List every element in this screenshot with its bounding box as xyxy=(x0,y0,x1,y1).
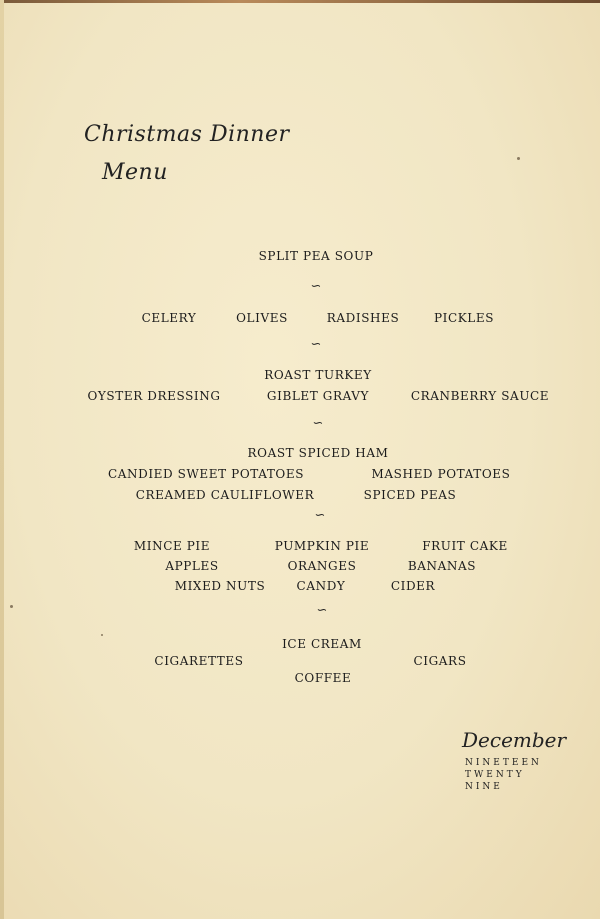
divider-ornament-icon: ∽ xyxy=(314,508,326,523)
date-year-line-2: TWENTY xyxy=(465,770,525,780)
menu-subtitle: Menu xyxy=(102,160,168,185)
menu-item-roast-turkey: ROAST TURKEY xyxy=(264,368,372,382)
date-year-line-1: NINETEEN xyxy=(465,758,542,768)
menu-item-mince-pie: MINCE PIE xyxy=(133,539,211,553)
menu-item-pickles: PICKLES xyxy=(433,311,495,325)
divider-ornament-icon: ∽ xyxy=(310,337,322,352)
menu-item-creamed-cauliflower: CREAMED CAULIFLOWER xyxy=(135,488,315,502)
menu-item-cider: CIDER xyxy=(390,579,436,593)
menu-item-cranberry-sauce: CRANBERRY SAUCE xyxy=(410,389,550,403)
paper-speck xyxy=(101,634,103,636)
menu-item-oranges: ORANGES xyxy=(287,559,357,573)
menu-item-celery: CELERY xyxy=(141,311,197,325)
menu-item-spiced-peas: SPICED PEAS xyxy=(363,488,457,502)
menu-item-roast-spiced-ham: ROAST SPICED HAM xyxy=(247,446,389,460)
divider-ornament-icon: ∽ xyxy=(310,279,322,294)
menu-item-radishes: RADISHES xyxy=(326,311,400,325)
date-year-line-3: NINE xyxy=(465,782,503,792)
menu-item-cigars: CIGARS xyxy=(413,654,467,668)
menu-item-bananas: BANANAS xyxy=(407,559,477,573)
menu-item-split-pea-soup: SPLIT PEA SOUP xyxy=(258,249,374,263)
menu-item-mashed-potatoes: MASHED POTATOES xyxy=(371,467,511,481)
menu-item-giblet-gravy: GIBLET GRAVY xyxy=(266,389,370,403)
page-left-edge xyxy=(0,0,4,919)
menu-item-mixed-nuts: MIXED NUTS xyxy=(174,579,266,593)
menu-item-coffee: COFFEE xyxy=(294,671,352,685)
menu-item-apples: APPLES xyxy=(165,559,219,573)
page-top-edge xyxy=(0,0,600,3)
menu-item-candy: CANDY xyxy=(296,579,346,593)
menu-item-candied-sweet-potatoes: CANDIED SWEET POTATOES xyxy=(107,467,305,481)
menu-item-fruit-cake: FRUIT CAKE xyxy=(422,539,508,553)
menu-title: Christmas Dinner xyxy=(84,122,290,147)
menu-item-pumpkin-pie: PUMPKIN PIE xyxy=(274,539,370,553)
menu-item-olives: OLIVES xyxy=(236,311,288,325)
menu-item-ice-cream: ICE CREAM xyxy=(282,637,362,651)
divider-ornament-icon: ∽ xyxy=(312,416,324,431)
paper-speck xyxy=(10,605,13,608)
date-month: December xyxy=(462,728,567,752)
paper-speck xyxy=(517,157,520,160)
menu-item-oyster-dressing: OYSTER DRESSING xyxy=(87,389,221,403)
divider-ornament-icon: ∽ xyxy=(316,603,328,618)
menu-item-cigarettes: CIGARETTES xyxy=(154,654,244,668)
